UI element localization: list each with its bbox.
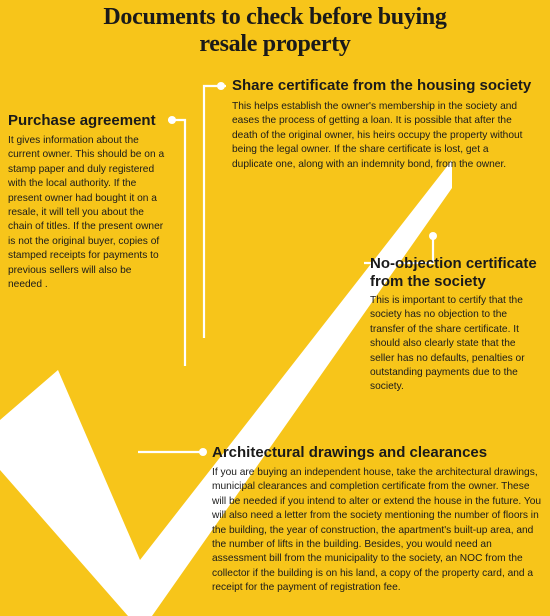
dot-share	[217, 82, 225, 90]
connector-purchase	[168, 120, 185, 366]
share-certificate-text: This helps establish the owner's membership in the society and eases the process of getting a loan. It is possible that after the death of the original owner, his heirs occupy the property without being the legal owner. If the share certificate is lost, get a duplicate one, along with an indemnity bond, from the owner.	[232, 101, 523, 170]
architectural-drawings-heading: Architectural drawings and clearances	[212, 444, 488, 461]
no-objection-heading: No-objection certificate from the society	[370, 255, 537, 290]
no-objection-text: This is important to certify that the society has no objection to the transfer of the share certificate. It should also clearly state that the seller has no defaults, penalties or outstanding payments due to the society.	[370, 295, 525, 393]
dot-arch	[199, 448, 207, 456]
title-line-1: Documents to check before buying	[103, 4, 447, 30]
dot-purchase	[168, 116, 176, 124]
architectural-drawings-text: If you are buying an independent house, take the architectural drawings, municipal clearances and completion certificate from the owner. These will be needed if you intend to alter or extend the house in the future. You will also need a letter from the society mentioning the number of floors in the building, the year of construction, the apartment's built-up area, and the number of lifts in the building. Besides, you would need an assessment bill from the municipality to the society, an NOC from the collector if the building is on his land, a copy of the property card, and a receipt for the payment of registration fee.	[212, 467, 542, 594]
connector-share	[204, 86, 226, 338]
purchase-agreement-text: It gives information about the current owner. This should be on a stamp paper and duly registered with the local authority. If the present owner had bought it on a resale, it will tell you about the chain of titles. If the present owner is not the original buyer, copies of stamped receipts for payments to previous sellers will also be needed .	[8, 135, 165, 291]
purchase-agreement-heading: Purchase agreement	[8, 112, 156, 129]
share-certificate-heading: Share certificate from the housing society	[232, 77, 532, 94]
dot-noobj	[429, 232, 437, 240]
title-line-2: resale property	[199, 31, 351, 57]
page-title	[0, 4, 550, 58]
